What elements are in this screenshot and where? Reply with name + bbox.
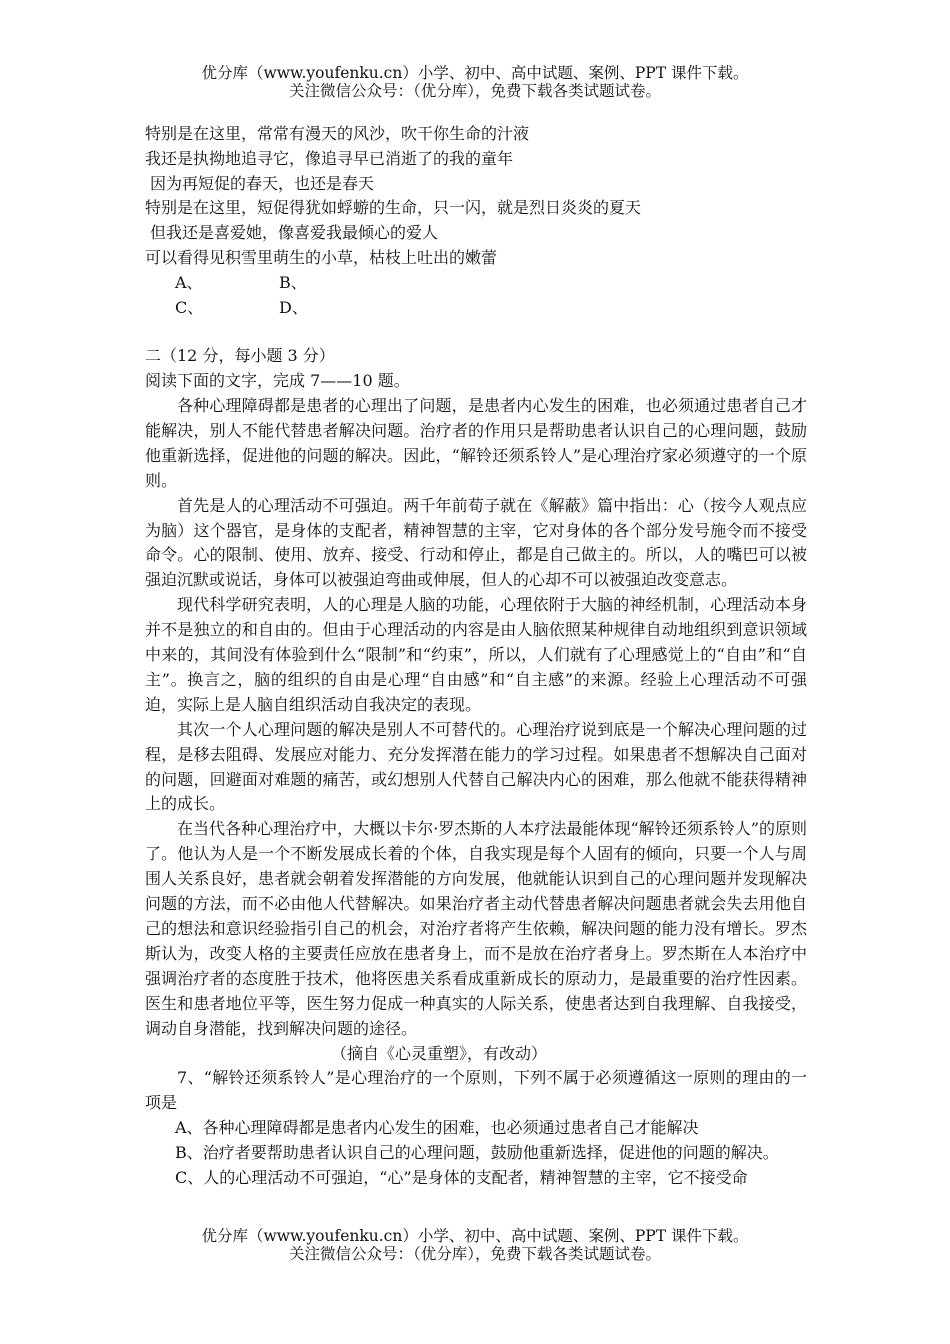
passage-paragraph: 其次一个人心理问题的解决是别人不可替代的。心理治疗说到底是一个解决心理问题的过程，是移去阻碍、发展应对能力、充分发挥潜在能力的学习过程。如果患者不想解决自己面对的问题，回避面对难题的痛苦，或幻想别人代替自己解决内心的困难，那么他就不能获得精神上的成长。: [145, 719, 807, 814]
question-7-option-b: B、治疗者要帮助患者认识自己的心理问题，鼓励他重新选择，促进他的问题的解决。: [175, 1142, 779, 1162]
question-7-option-a: A、各种心理障碍都是患者内心发生的困难，也必须通过患者自己才能解决: [175, 1118, 699, 1138]
option-d: D、: [279, 297, 308, 317]
poem-line: 特别是在这里，短促得犹如蜉蝣的生命，只一闪，就是烈日炎炎的夏天: [145, 198, 642, 218]
option-c: C、: [175, 297, 204, 317]
poem-block: [145, 122, 807, 271]
passage-paragraph: 各种心理障碍都是患者的心理出了问题，是患者内心发生的困难，也必须通过患者自己才能解决，别人不能代替患者解决问题。治疗者的作用只是帮助患者认识自己的心理问题，鼓励他重新选择，促进他的问题的解决。因此，“解铃还须系铃人”是心理治疗家必须遵守的一个原则。: [145, 395, 807, 490]
passage-paragraph: 首先是人的心理活动不可强迫。两千年前荀子就在《解蔽》篇中指出：心（按今人观点应为脑）这个器官，是身体的支配者，精神智慧的主宰，它对身体的各个部分发号施令而不接受命令。心的限制、使用、放弃、接受、行动和停止，都是自己做主的。所以，人的嘴巴可以被强迫沉默或说话，身体可以被强迫弯曲或伸展，但人的心却不可以被强迫改变意志。: [145, 495, 807, 590]
header-line-2: 关注微信公众号：（优分库），免费下载各类试题试卷。: [288, 82, 661, 100]
footer-line-2: 关注微信公众号：（优分库），免费下载各类试题试卷。: [288, 1245, 661, 1263]
header-line-1: 优分库（www.youfenku.cn）小学、初中、高中试题、案例、PPT 课件下载。: [201, 64, 749, 82]
poem-line: 因为再短促的春天，也还是春天: [150, 173, 375, 193]
passage-paragraph: 现代科学研究表明，人的心理是人脑的功能，心理依附于大脑的神经机制，心理活动本身并不是独立的和自由的。但由于心理活动的内容是由人脑依照某种规律自动地组织到意识领域中来的，其间没有体验到什么“限制”和“约束”，所以，人们就有了心理感觉上的“自由”和“自主”。换言之，脑的组织的自由是心理“自由感”和“自主感”的来源。经验上心理活动不可强迫，实际上是人脑自组织活动自我决定的表现。: [145, 595, 807, 714]
section-instruction: 阅读下面的文字，完成 7——10 题。: [145, 371, 410, 391]
footer-line-1: 优分库（www.youfenku.cn）小学、初中、高中试题、案例、PPT 课件下载。: [201, 1227, 749, 1245]
poem-line: 特别是在这里，常常有漫天的风沙，吹干你生命的汁液: [145, 124, 530, 143]
poem-line: 我还是执拗地追寻它，像追寻早已消逝了的我的童年: [145, 148, 514, 168]
section-title: 二（12 分，每小题 3 分）: [145, 346, 335, 366]
page-body: [145, 122, 807, 1191]
section-2: [145, 344, 807, 1190]
option-b: B、: [279, 272, 307, 292]
page-header: [0, 64, 950, 100]
question-7-stem: 7、“解铃还须系铃人”是心理治疗的一个原则，下列不属于必须遵循这一原则的理由的一项是: [145, 1068, 807, 1113]
page-footer: [0, 1227, 950, 1263]
poem-line: 但我还是喜爱她，像喜爱我最倾心的爱人: [150, 223, 439, 243]
passage-paragraph: 在当代各种心理治疗中，大概以卡尔·罗杰斯的人本疗法最能体现“解铃还须系铃人”的原则了。他认为人是一个不断发展成长着的个体，自我实现是每个人固有的倾向，只要一个人与周围人关系良好，患者就会朝着发挥潜能的方向发展，他就能认识到自己的心理问题并发现解决问题的方法，而不必由他人代替解决。如果治疗者主动代替患者解决问题患者就会失去用他自己的想法和意识经验指引自己的机会，对治疗者将产生依赖，解决问题的能力没有增长。罗杰斯认为，改变人格的主要责任应放在患者身上，而不是放在治疗者身上。罗杰斯在人本治疗中强调治疗者的态度胜于技术，他将医患关系看成重新成长的原动力，是最重要的治疗性因素。医生和患者地位平等，医生努力促成一种真实的人际关系，使患者达到自我理解、自我接受，调动自身潜能，找到解决问题的途径。: [145, 819, 807, 1038]
passage-source: （摘自《心灵重塑》，有改动）: [331, 1043, 548, 1063]
poem-line: 可以看得见积雪里萌生的小草，枯枝上吐出的嫩蕾: [145, 247, 498, 267]
option-a: A、: [175, 272, 203, 292]
answer-options: [145, 271, 807, 321]
question-7-option-c: C、人的心理活动不可强迫，“心”是身体的支配者，精神智慧的主宰，它不接受命: [175, 1167, 748, 1187]
